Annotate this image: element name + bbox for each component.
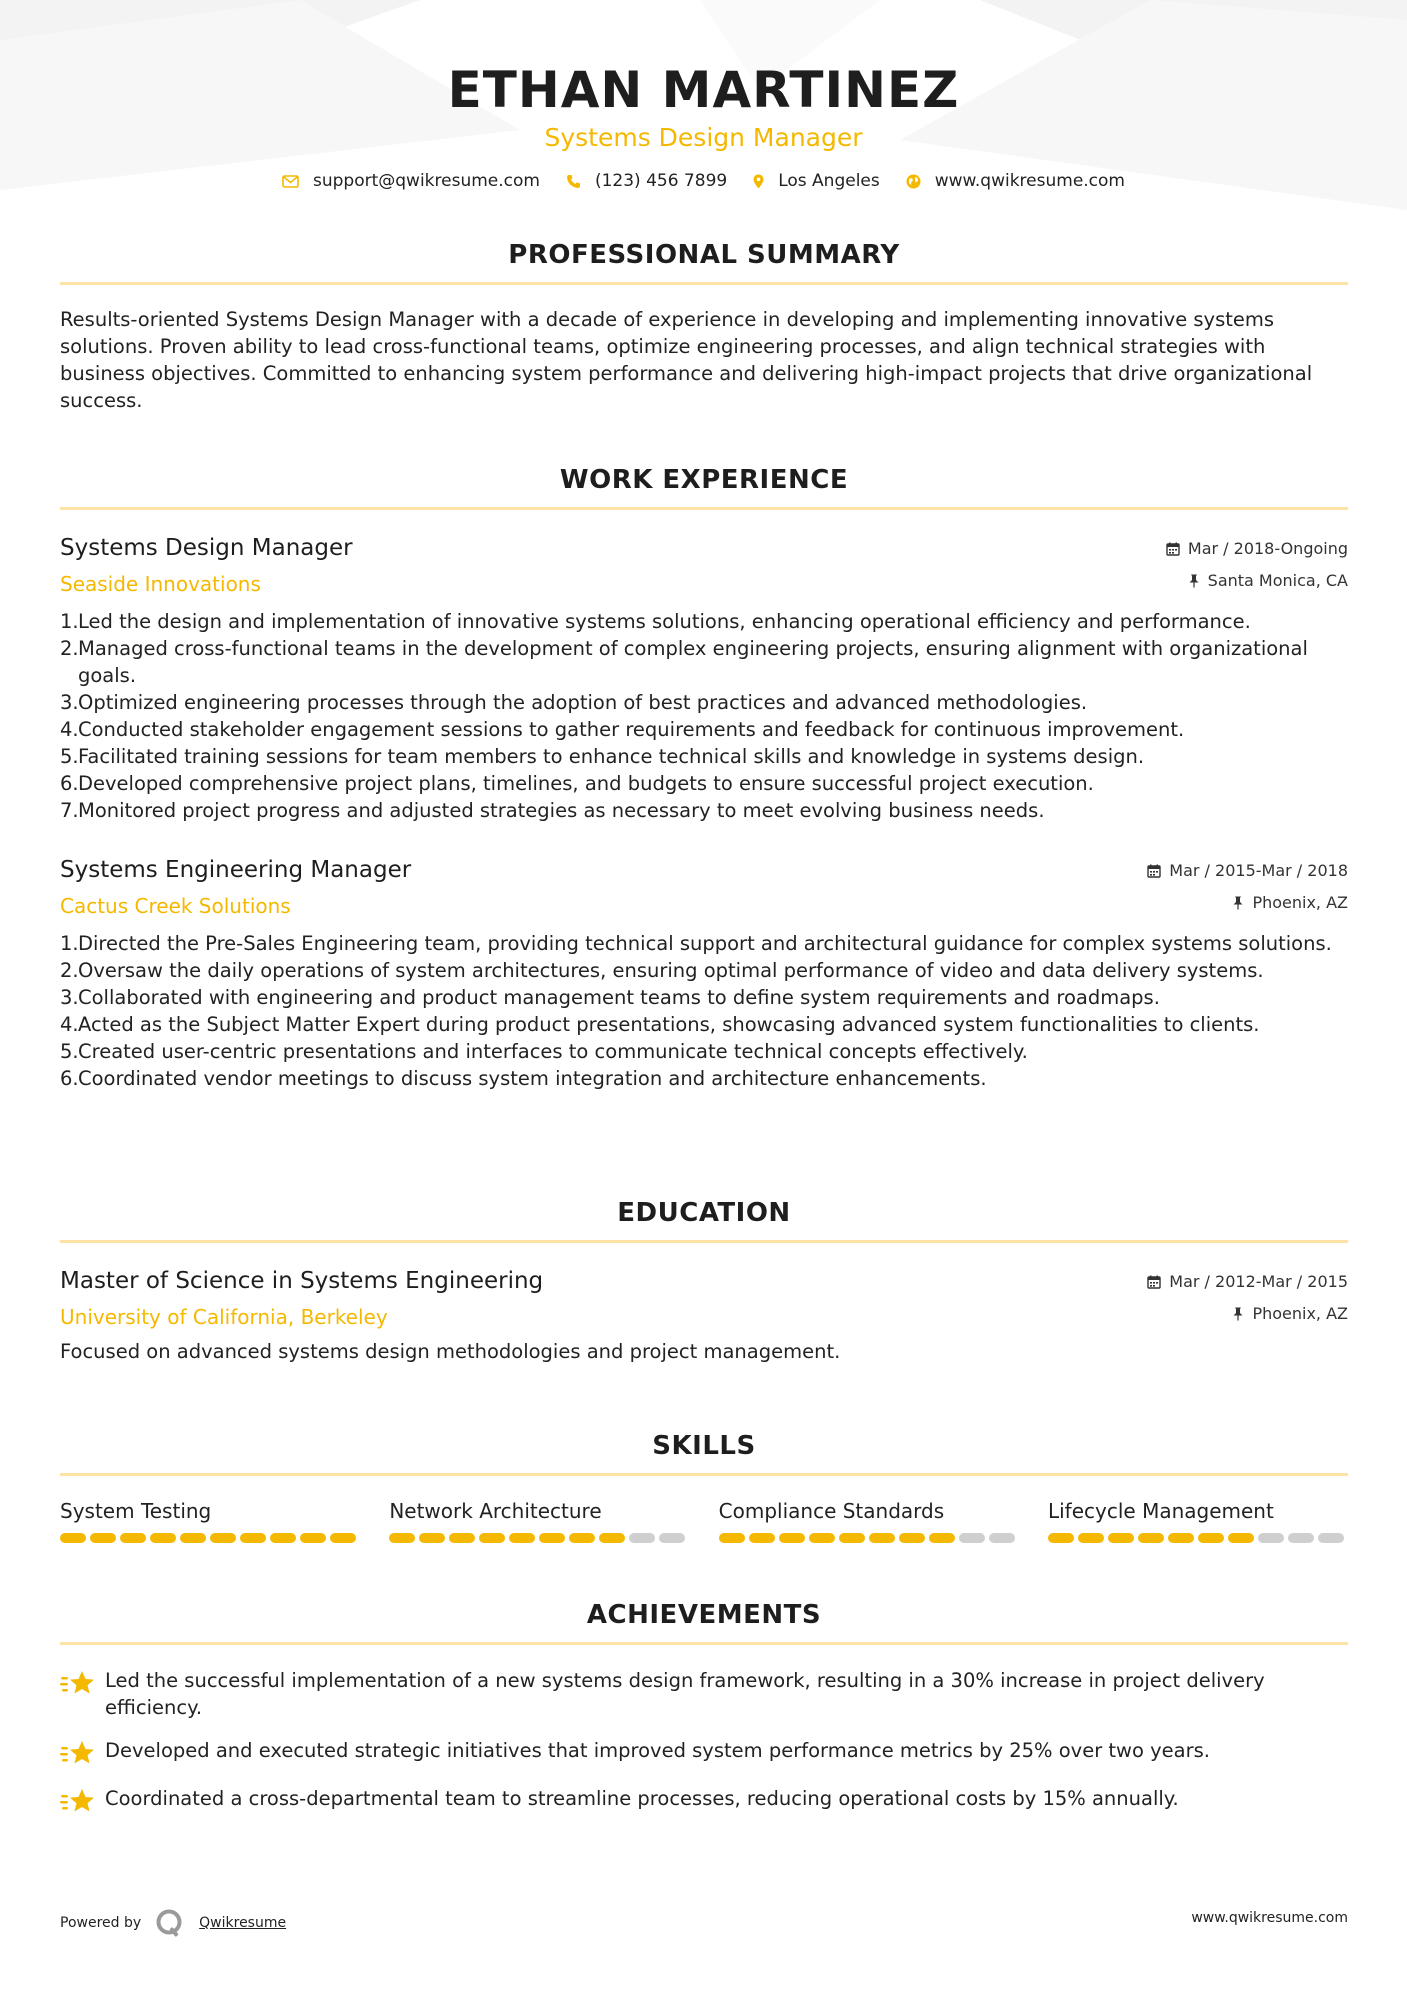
skill-name: System Testing xyxy=(60,1499,212,1523)
job-entry xyxy=(60,535,1348,824)
skill-dot-filled xyxy=(1198,1533,1224,1543)
education-header xyxy=(60,1268,1348,1340)
contact-website[interactable] xyxy=(906,171,1125,191)
skill-dot-filled xyxy=(330,1533,356,1543)
achievement-item xyxy=(60,1737,1348,1769)
job-header xyxy=(60,535,1348,607)
skill-rating xyxy=(1048,1533,1348,1543)
education-location-text: Phoenix, AZ xyxy=(1252,1304,1348,1323)
list-item: 1. Led the design and implementation of innovative systems solutions, enhancing operational efficiency and performance. xyxy=(60,610,1251,633)
achievement-text: Developed and executed strategic initiatives that improved system performance metrics by 25% over two years. xyxy=(105,1739,1210,1762)
bullet-text: Managed cross-functional teams in the development of complex engineering projects, ensuring alignment with organizational goals. xyxy=(78,637,1308,687)
skill-item xyxy=(719,1498,1019,1543)
bullet-text: Directed the Pre-Sales Engineering team, providing technical support and architectural guidance for complex systems solutions. xyxy=(78,932,1332,955)
list-item: 3. Collaborated with engineering and product management teams to define system requirements and roadmaps. xyxy=(60,986,1160,1009)
skill-dot-filled xyxy=(1078,1533,1104,1543)
skills-heading: SKILLS xyxy=(652,1431,756,1461)
contact-website-text: www.qwikresume.com xyxy=(934,171,1125,191)
footer-website[interactable]: www.qwikresume.com xyxy=(1191,1910,1348,1926)
star-icon xyxy=(60,1787,96,1817)
job-date-text: Mar / 2018-Ongoing xyxy=(1187,539,1348,558)
education-date xyxy=(1147,1272,1348,1291)
candidate-name: ETHAN MARTINEZ xyxy=(447,61,960,119)
list-item: 5. Created user-centric presentations and interfaces to communicate technical concepts effectively. xyxy=(60,1040,1028,1063)
location-pin-icon xyxy=(753,174,764,189)
list-item: 6. Developed comprehensive project plans, timelines, and budgets to ensure successful project execution. xyxy=(60,772,1094,795)
job-location-text: Santa Monica, CA xyxy=(1207,571,1348,590)
achievements-list xyxy=(60,1667,1348,1817)
achievements-section xyxy=(60,1598,1348,1833)
skills-divider xyxy=(60,1473,1348,1476)
skill-dot-filled xyxy=(210,1533,236,1543)
bullet-text: Optimized engineering processes through the adoption of best practices and advanced methodologies. xyxy=(78,691,1088,714)
skill-dot-filled xyxy=(569,1533,595,1543)
contact-location-text: Los Angeles xyxy=(778,171,880,191)
experience-divider xyxy=(60,507,1348,510)
education-heading: EDUCATION xyxy=(617,1198,791,1228)
job-entry xyxy=(60,857,1348,1092)
list-item: 6. Coordinated vendor meetings to discuss system integration and architecture enhancements. xyxy=(60,1067,987,1090)
bullet-text: Oversaw the daily operations of system architectures, ensuring optimal performance of video and data delivery systems. xyxy=(78,959,1264,982)
pushpin-icon xyxy=(1188,574,1200,588)
skill-dot-filled xyxy=(240,1533,266,1543)
contact-email-text: support@qwikresume.com xyxy=(313,171,540,191)
star-icon xyxy=(60,1669,96,1699)
job-location xyxy=(1232,893,1348,912)
skill-dot-filled xyxy=(90,1533,116,1543)
skill-dot-filled xyxy=(60,1533,86,1543)
bullet-text: Collaborated with engineering and product management teams to define system requirements and roadmaps. xyxy=(78,986,1160,1009)
list-item: 1. Directed the Pre-Sales Engineering team, providing technical support and architectural guidance for complex systems solutions. xyxy=(60,932,1332,955)
skill-dot-filled xyxy=(270,1533,296,1543)
job-date-text: Mar / 2015-Mar / 2018 xyxy=(1169,861,1348,880)
skill-rating xyxy=(389,1533,689,1543)
achievement-item xyxy=(60,1667,1348,1721)
skill-dot-filled xyxy=(1168,1533,1194,1543)
skill-dot-filled xyxy=(479,1533,505,1543)
summary-heading: PROFESSIONAL SUMMARY xyxy=(508,240,900,270)
skill-dot-filled xyxy=(809,1533,835,1543)
skill-name: Lifecycle Management xyxy=(1047,1499,1274,1523)
skill-dot-empty xyxy=(959,1533,985,1543)
job-location-text: Phoenix, AZ xyxy=(1252,893,1348,912)
job-company: Cactus Creek Solutions xyxy=(60,894,291,918)
skill-item xyxy=(1048,1498,1348,1543)
contact-phone-text: (123) 456 7899 xyxy=(594,171,728,191)
job-date xyxy=(1147,861,1348,880)
list-item: 7. Monitored project progress and adjusted strategies as necessary to meet evolving business needs. xyxy=(60,799,1045,822)
degree-title: Master of Science in Systems Engineering xyxy=(60,1268,544,1294)
skill-dot-filled xyxy=(150,1533,176,1543)
skill-dot-empty xyxy=(659,1533,685,1543)
calendar-icon xyxy=(1147,1275,1161,1289)
skills-list xyxy=(60,1498,1348,1543)
skill-dot-filled xyxy=(300,1533,326,1543)
skill-item xyxy=(389,1498,689,1543)
summary-text: Results-oriented Systems Design Manager with a decade of experience in developing and implementing innovative systems solutions. Proven ability to lead cross-functional teams, optimize engineering processes, and align technical strategies with business objectives. Committed to enhancing system performance and delivering high-impact projects that drive organizational success. xyxy=(60,308,1313,412)
education-entry xyxy=(60,1268,1348,1365)
skill-dot-filled xyxy=(929,1533,955,1543)
bullet-text: Coordinated vendor meetings to discuss system integration and architecture enhancements. xyxy=(78,1067,987,1090)
list-item: 4. Acted as the Subject Matter Expert during product presentations, showcasing advanced system functionalities to clients. xyxy=(60,1013,1260,1036)
bullet-text: Monitored project progress and adjusted strategies as necessary to meet evolving business needs. xyxy=(78,799,1045,822)
powered-by-label: Powered by xyxy=(60,1915,142,1931)
qwikresume-logo-icon xyxy=(155,1908,185,1938)
skill-dot-filled xyxy=(509,1533,535,1543)
calendar-icon xyxy=(1147,864,1161,878)
skill-name: Compliance Standards xyxy=(718,1499,945,1523)
skill-dot-empty xyxy=(1258,1533,1284,1543)
achievement-text: Led the successful implementation of a new systems design framework, resulting in a 30% increase in project delivery efficiency. xyxy=(105,1669,1265,1719)
star-icon xyxy=(60,1739,96,1769)
pushpin-icon xyxy=(1232,896,1244,910)
skill-dot-filled xyxy=(1228,1533,1254,1543)
skill-dot-empty xyxy=(989,1533,1015,1543)
job-location xyxy=(1188,571,1348,590)
skill-dot-filled xyxy=(869,1533,895,1543)
school-name: University of California, Berkeley xyxy=(60,1305,388,1329)
achievements-heading: ACHIEVEMENTS xyxy=(586,1600,822,1630)
skill-dot-filled xyxy=(449,1533,475,1543)
skill-dot-filled xyxy=(419,1533,445,1543)
page-footer xyxy=(60,1898,1348,1934)
list-item: 4. Conducted stakeholder engagement sessions to gather requirements and feedback for continuous improvement. xyxy=(60,718,1185,741)
skill-dot-filled xyxy=(1108,1533,1134,1543)
job-date xyxy=(1166,539,1348,558)
skill-dot-filled xyxy=(899,1533,925,1543)
job-company: Seaside Innovations xyxy=(60,572,261,596)
education-divider xyxy=(60,1240,1348,1243)
candidate-title: Systems Design Manager xyxy=(544,123,863,152)
bullet-text: Acted as the Subject Matter Expert during product presentations, showcasing advanced system functionalities to clients. xyxy=(78,1013,1260,1036)
phone-icon xyxy=(566,174,581,189)
education-location xyxy=(1232,1304,1348,1323)
skill-dot-filled xyxy=(539,1533,565,1543)
contact-bar xyxy=(0,171,1407,191)
globe-icon xyxy=(906,174,921,189)
job-bullets xyxy=(60,930,1348,1092)
achievements-divider xyxy=(60,1642,1348,1645)
qwikresume-link[interactable]: Qwikresume xyxy=(199,1915,287,1931)
bullet-text: Created user-centric presentations and interfaces to communicate technical concepts effectively. xyxy=(78,1040,1028,1063)
education-section xyxy=(60,1196,1348,1365)
summary-divider xyxy=(60,282,1348,285)
skill-dot-filled xyxy=(749,1533,775,1543)
summary-section xyxy=(60,238,1348,414)
skill-dot-filled xyxy=(839,1533,865,1543)
skill-name: Network Architecture xyxy=(389,1499,602,1523)
skill-rating xyxy=(719,1533,1019,1543)
skill-dot-filled xyxy=(599,1533,625,1543)
list-item: 3. Optimized engineering processes through the adoption of best practices and advanced methodologies. xyxy=(60,691,1088,714)
powered-by xyxy=(60,1908,286,1938)
skill-dot-filled xyxy=(1048,1533,1074,1543)
skills-section xyxy=(60,1429,1348,1543)
list-item: 2. Managed cross-functional teams in the development of complex engineering projects, ensuring alignment with organizational goals. xyxy=(60,635,1348,689)
calendar-icon xyxy=(1166,542,1180,556)
skill-dot-empty xyxy=(1288,1533,1314,1543)
education-date-text: Mar / 2012-Mar / 2015 xyxy=(1169,1272,1348,1291)
bullet-text: Facilitated training sessions for team members to enhance technical skills and knowledge in systems design. xyxy=(78,745,1145,768)
pushpin-icon xyxy=(1232,1307,1244,1321)
envelope-icon xyxy=(282,175,299,188)
experience-heading: WORK EXPERIENCE xyxy=(559,465,849,495)
skill-dot-empty xyxy=(629,1533,655,1543)
job-bullets xyxy=(60,608,1348,824)
job-header xyxy=(60,857,1348,929)
achievement-item xyxy=(60,1785,1348,1817)
contact-phone[interactable] xyxy=(566,171,727,191)
resume-header xyxy=(0,60,1407,154)
job-title: Systems Design Manager xyxy=(60,535,353,561)
skill-dot-filled xyxy=(389,1533,415,1543)
skill-item xyxy=(60,1498,360,1543)
bullet-text: Led the design and implementation of innovative systems solutions, enhancing operational efficiency and performance. xyxy=(78,610,1251,633)
list-item: 5. Facilitated training sessions for team members to enhance technical skills and knowledge in systems design. xyxy=(60,745,1145,768)
skill-dot-empty xyxy=(1318,1533,1344,1543)
experience-section xyxy=(60,463,1348,1092)
bullet-text: Conducted stakeholder engagement sessions to gather requirements and feedback for continuous improvement. xyxy=(78,718,1185,741)
contact-location xyxy=(753,171,880,191)
skill-dot-filled xyxy=(1138,1533,1164,1543)
education-description: Focused on advanced systems design methodologies and project management. xyxy=(60,1340,841,1363)
job-title: Systems Engineering Manager xyxy=(60,857,412,883)
achievement-text: Coordinated a cross-departmental team to streamline processes, reducing operational costs by 15% annually. xyxy=(105,1787,1179,1810)
skill-dot-filled xyxy=(120,1533,146,1543)
skill-dot-filled xyxy=(180,1533,206,1543)
list-item: 2. Oversaw the daily operations of system architectures, ensuring optimal performance of video and data delivery systems. xyxy=(60,959,1264,982)
skill-dot-filled xyxy=(719,1533,745,1543)
skill-dot-filled xyxy=(779,1533,805,1543)
contact-email[interactable] xyxy=(282,171,540,191)
skill-rating xyxy=(60,1533,360,1543)
bullet-text: Developed comprehensive project plans, timelines, and budgets to ensure successful project execution. xyxy=(78,772,1094,795)
